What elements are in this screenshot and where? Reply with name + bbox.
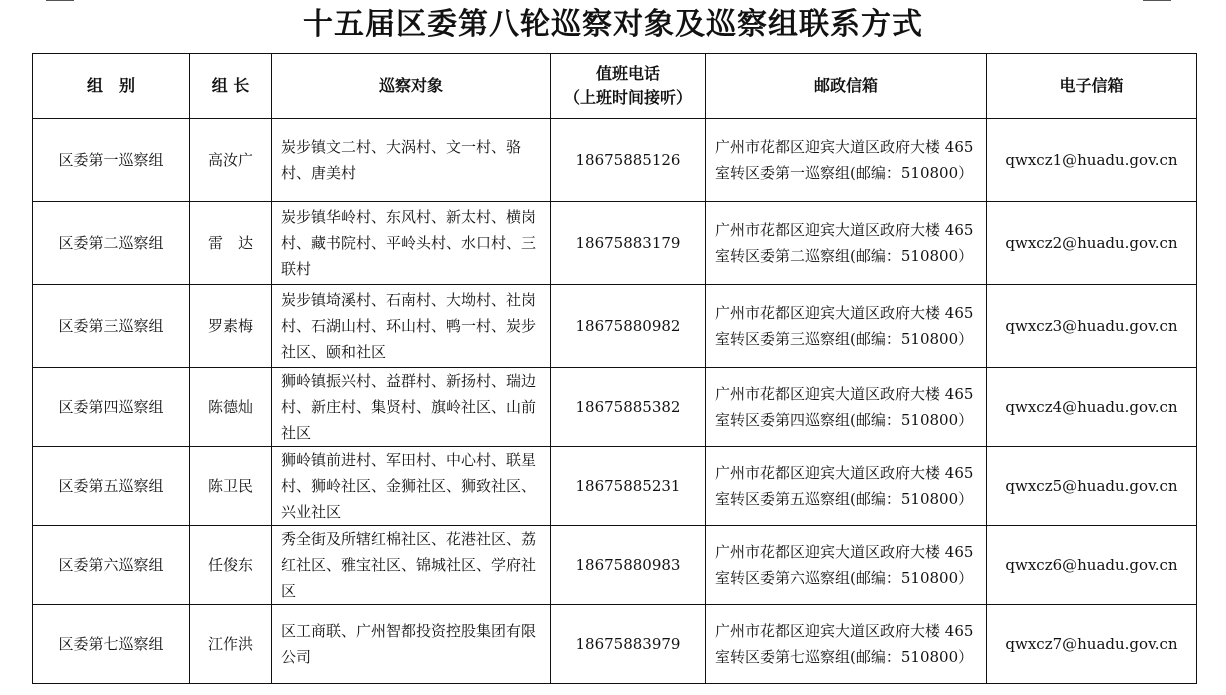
cell-mail: 广州市花都区迎宾大道区政府大楼 465 室转区委第二巡察组(邮编：510800）	[706, 202, 987, 285]
cell-email: qwxcz4@huadu.gov.cn	[987, 368, 1197, 447]
cell-leader: 任俊东	[190, 526, 272, 605]
cell-leader: 高汝广	[190, 119, 272, 202]
header-group: 组 别	[33, 54, 190, 119]
cell-group: 区委第四巡察组	[33, 368, 190, 447]
cell-phone: 18675880983	[551, 526, 706, 605]
cell-mail: 广州市花都区迎宾大道区政府大楼 465 室转区委第七巡察组(邮编：510800）	[706, 605, 987, 684]
header-phone-line2: （上班时间接听）	[563, 88, 692, 107]
cell-group: 区委第六巡察组	[33, 526, 190, 605]
header-phone-line1: 值班电话	[595, 64, 660, 83]
cell-group: 区委第七巡察组	[33, 605, 190, 684]
cell-mail: 广州市花都区迎宾大道区政府大楼 465 室转区委第一巡察组(邮编：510800）	[706, 119, 987, 202]
cell-email: qwxcz6@huadu.gov.cn	[987, 526, 1197, 605]
cell-target: 炭步镇文二村、大涡村、文一村、骆村、唐美村	[272, 119, 551, 202]
document-title: 十五届区委第八轮巡察对象及巡察组联系方式	[303, 7, 923, 42]
table-header-row	[33, 54, 1197, 119]
cell-phone: 18675883979	[551, 605, 706, 684]
table-row	[33, 605, 1197, 684]
cell-group: 区委第五巡察组	[33, 447, 190, 526]
table-row	[33, 447, 1197, 526]
top-edge-mark-left	[46, 0, 74, 1]
cell-leader: 罗素梅	[190, 285, 272, 368]
cell-target: 秀全街及所辖红棉社区、花港社区、荔红社区、雅宝社区、锦城社区、学府社区	[272, 526, 551, 605]
cell-leader: 陈德灿	[190, 368, 272, 447]
cell-email: qwxcz7@huadu.gov.cn	[987, 605, 1197, 684]
cell-phone: 18675883179	[551, 202, 706, 285]
table-row	[33, 285, 1197, 368]
cell-target: 炭步镇埼溪村、石南村、大坳村、社岗村、石湖山村、环山村、鸭一村、炭步社区、颐和社区	[272, 285, 551, 368]
header-leader: 组 长	[190, 54, 272, 119]
cell-target: 区工商联、广州智都投资控股集团有限公司	[272, 605, 551, 684]
table-row	[33, 119, 1197, 202]
table-row	[33, 526, 1197, 605]
top-edge-mark-right	[1143, 0, 1171, 1]
header-email: 电子信箱	[987, 54, 1197, 119]
cell-leader: 陈卫民	[190, 447, 272, 526]
cell-email: qwxcz3@huadu.gov.cn	[987, 285, 1197, 368]
cell-phone: 18675885382	[551, 368, 706, 447]
cell-group: 区委第二巡察组	[33, 202, 190, 285]
header-mail: 邮政信箱	[706, 54, 987, 119]
table-row	[33, 368, 1197, 447]
cell-phone: 18675880982	[551, 285, 706, 368]
inspection-contact-table	[32, 53, 1197, 684]
cell-leader: 雷 达	[190, 202, 272, 285]
cell-target: 炭步镇华岭村、东风村、新太村、横岗村、藏书院村、平岭头村、水口村、三联村	[272, 202, 551, 285]
cell-mail: 广州市花都区迎宾大道区政府大楼 465 室转区委第五巡察组(邮编：510800）	[706, 447, 987, 526]
cell-phone: 18675885231	[551, 447, 706, 526]
cell-mail: 广州市花都区迎宾大道区政府大楼 465 室转区委第六巡察组(邮编：510800）	[706, 526, 987, 605]
cell-email: qwxcz1@huadu.gov.cn	[987, 119, 1197, 202]
cell-mail: 广州市花都区迎宾大道区政府大楼 465 室转区委第三巡察组(邮编：510800）	[706, 285, 987, 368]
cell-group: 区委第三巡察组	[33, 285, 190, 368]
cell-target: 狮岭镇振兴村、益群村、新扬村、瑞边村、新庄村、集贤村、旗岭社区、山前社区	[272, 368, 551, 447]
cell-leader: 江作洪	[190, 605, 272, 684]
cell-email: qwxcz2@huadu.gov.cn	[987, 202, 1197, 285]
table-row	[33, 202, 1197, 285]
cell-phone: 18675885126	[551, 119, 706, 202]
cell-email: qwxcz5@huadu.gov.cn	[987, 447, 1197, 526]
cell-target: 狮岭镇前进村、军田村、中心村、联星村、狮岭社区、金狮社区、狮致社区、兴业社区	[272, 447, 551, 526]
cell-mail: 广州市花都区迎宾大道区政府大楼 465 室转区委第四巡察组(邮编：510800）	[706, 368, 987, 447]
cell-group: 区委第一巡察组	[33, 119, 190, 202]
header-phone	[551, 54, 706, 119]
header-target: 巡察对象	[272, 54, 551, 119]
